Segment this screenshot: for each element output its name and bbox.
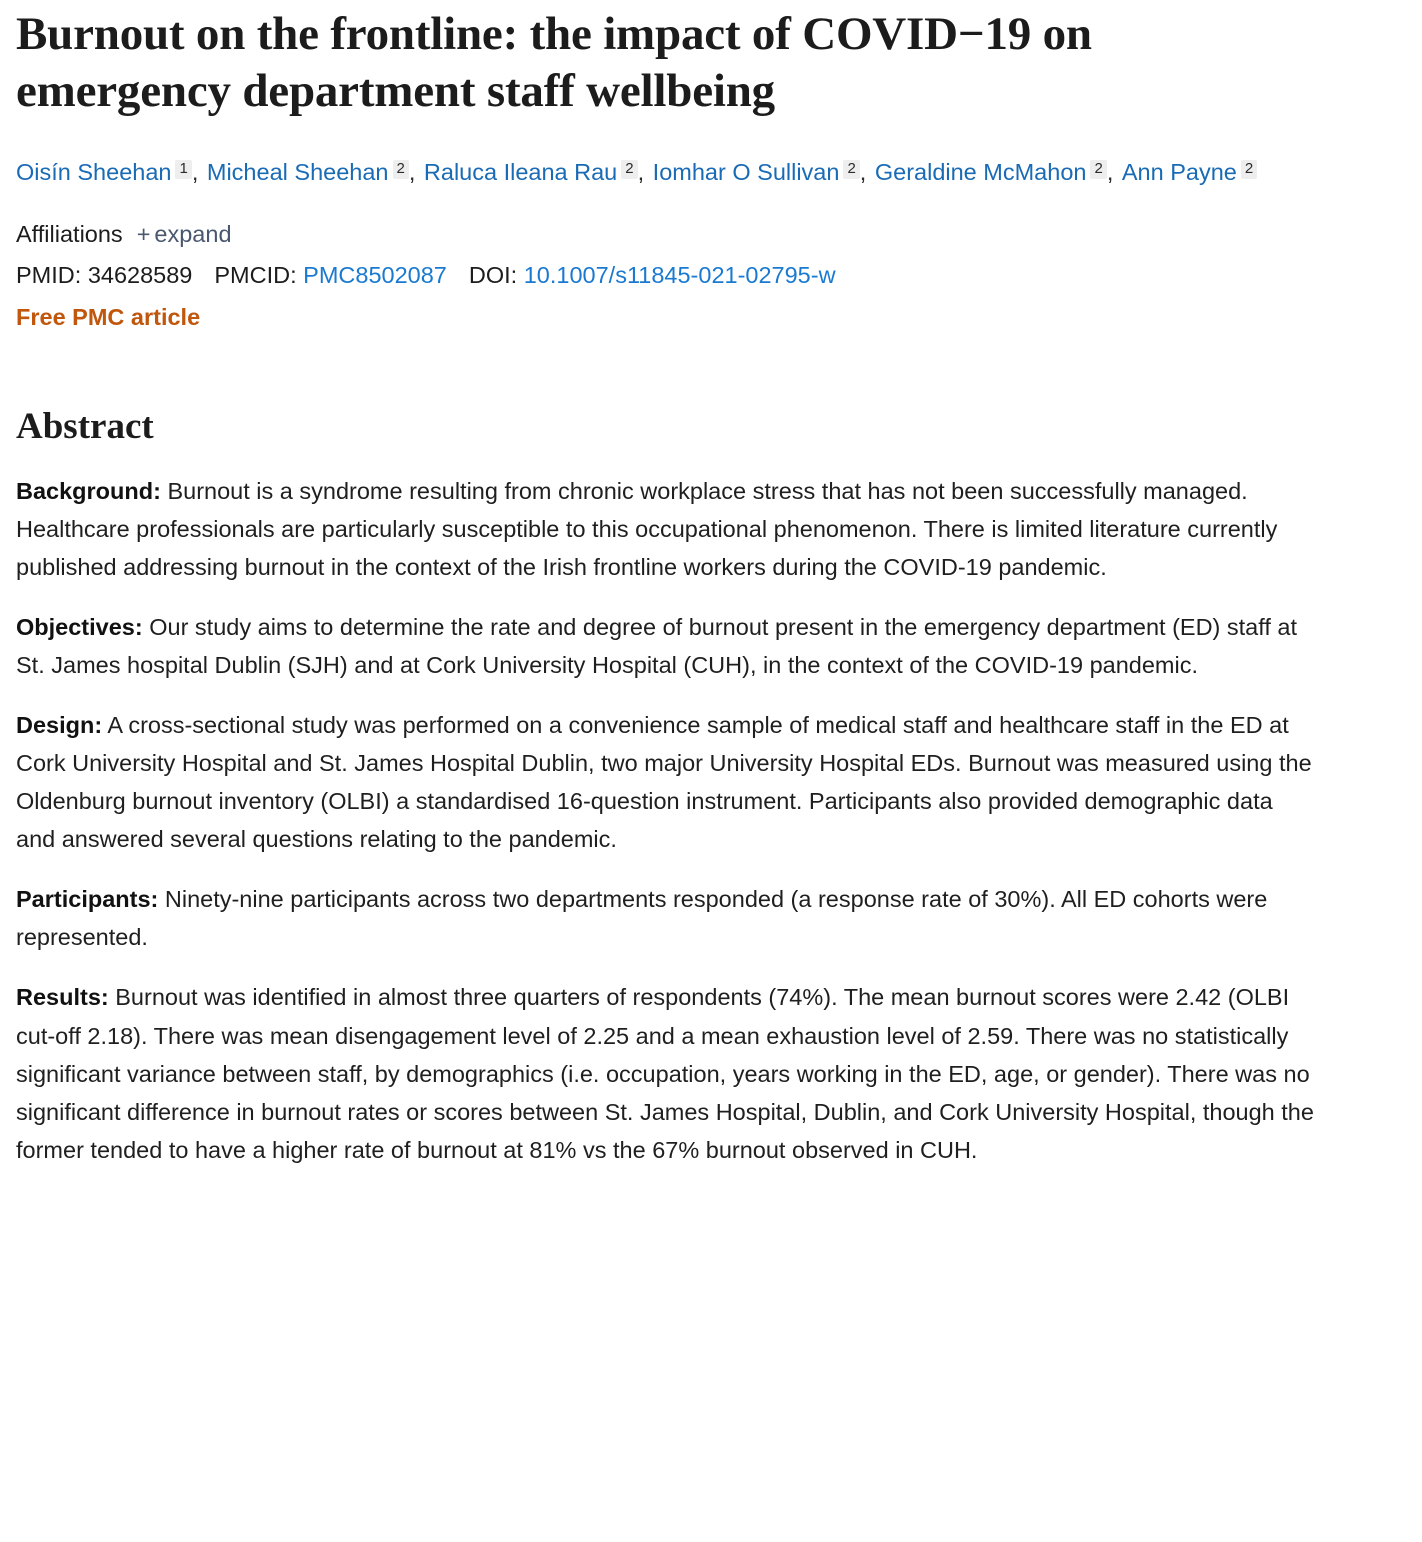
pmid-group bbox=[16, 262, 192, 288]
expand-affiliations-label: expand bbox=[154, 221, 232, 248]
abstract-section-label: Background: bbox=[16, 477, 161, 504]
doi-link[interactable]: 10.1007/s11845-021-02795-w bbox=[523, 261, 836, 288]
affiliations-label: Affiliations bbox=[16, 221, 123, 248]
author-list bbox=[16, 151, 1322, 194]
affiliation-ref[interactable]: 2 bbox=[843, 160, 859, 180]
expand-affiliations-button[interactable] bbox=[137, 221, 232, 247]
author-link[interactable]: Geraldine McMahon bbox=[874, 158, 1087, 185]
author-entry bbox=[207, 159, 409, 185]
author-separator: , bbox=[1106, 158, 1120, 185]
author-link[interactable]: Raluca Ileana Rau bbox=[423, 158, 618, 185]
identifiers-row bbox=[16, 257, 1322, 295]
abstract-section-text: Our study aims to determine the rate and degree of burnout present in the emergency department (ED) staff at St. James hospital Dublin (SJH) and at Cork University Hospital (CUH), in the context of the COVID-19 pandemic. bbox=[16, 613, 1298, 679]
abstract-section-label: Design: bbox=[16, 712, 103, 739]
page-title: Burnout on the frontline: the impact of COVID−19 on emergency department staff wellbeing bbox=[16, 8, 1092, 118]
author-link[interactable]: Micheal Sheehan bbox=[206, 158, 389, 185]
affiliation-ref[interactable]: 1 bbox=[175, 160, 191, 180]
abstract-section bbox=[16, 472, 1316, 586]
abstract-section-text: Burnout was identified in almost three quarters of respondents (74%). The mean burnout scores were 2.42 (OLBI cut-off 2.18). There was mean disengagement level of 2.25 and a mean exhaustion level of 2.59. There was no statistically significant variance between staff, by demographics (i.e. occupation, years working in the ED, age, or gender). There was no significant difference in burnout rates or scores between St. James Hospital, Dublin, and Cork University Hospital, though the former tended to have a higher rate of burnout at 81% vs the 67% burnout observed in CUH. bbox=[16, 984, 1314, 1163]
author-link[interactable]: Oisín Sheehan bbox=[16, 158, 172, 185]
author-link[interactable]: Ann Payne bbox=[1121, 158, 1237, 185]
pmcid-link[interactable]: PMC8502087 bbox=[303, 261, 447, 288]
abstract-section-label: Objectives: bbox=[16, 613, 143, 640]
author-entry bbox=[424, 159, 638, 185]
pmcid-group bbox=[214, 262, 447, 288]
affiliations-row bbox=[16, 216, 1322, 252]
pmcid-label: PMCID: bbox=[214, 261, 297, 288]
affiliation-ref[interactable]: 2 bbox=[1241, 160, 1257, 180]
abstract-heading: Abstract bbox=[16, 406, 154, 448]
author-entry bbox=[16, 159, 192, 185]
author-entry bbox=[1122, 159, 1257, 185]
doi-group bbox=[469, 262, 836, 288]
affiliation-ref[interactable]: 2 bbox=[1090, 160, 1106, 180]
author-entry bbox=[653, 159, 860, 185]
author-separator: , bbox=[191, 158, 205, 185]
doi-label: DOI: bbox=[468, 261, 518, 288]
abstract-section-label: Participants: bbox=[16, 886, 159, 913]
abstract-section-text: A cross-sectional study was performed on a convenience sample of medical staff and healthcare staff in the ED at Cork University Hospital and St. James Hospital Dublin, two major University Hospital EDs. Burnout was measured using the Oldenburg burnout inventory (OLBI) a standardised 16-question instrument. Participants also provided demographic data and answered several questions relating to the pandemic. bbox=[16, 712, 1312, 853]
plus-icon: + bbox=[136, 221, 151, 248]
author-entry bbox=[875, 159, 1107, 185]
author-link[interactable]: Iomhar O Sullivan bbox=[652, 158, 840, 185]
author-separator: , bbox=[859, 158, 873, 185]
abstract-section bbox=[16, 880, 1316, 956]
abstract-section bbox=[16, 706, 1316, 858]
pmid-label: PMID: bbox=[16, 261, 82, 288]
abstract-section-label: Results: bbox=[16, 984, 109, 1011]
affiliation-ref[interactable]: 2 bbox=[621, 160, 637, 180]
pmid-value: 34628589 bbox=[87, 261, 193, 288]
author-separator: , bbox=[637, 158, 651, 185]
abstract-body bbox=[16, 472, 1316, 1169]
abstract-section-text: Burnout is a syndrome resulting from chronic workplace stress that has not been successfully managed. Healthcare professionals are particularly susceptible to this occupational phenomenon. There is limited literature currently published addressing burnout in the context of the Irish frontline workers during the COVID-19 pandemic. bbox=[16, 477, 1278, 580]
abstract-section bbox=[16, 608, 1316, 684]
free-pmc-article-badge[interactable]: Free PMC article bbox=[16, 304, 201, 331]
affiliation-ref[interactable]: 2 bbox=[393, 160, 409, 180]
abstract-section-text: Ninety-nine participants across two departments responded (a response rate of 30%). All ED cohorts were represented. bbox=[16, 886, 1268, 951]
abstract-section bbox=[16, 978, 1316, 1168]
author-separator: , bbox=[408, 158, 422, 185]
